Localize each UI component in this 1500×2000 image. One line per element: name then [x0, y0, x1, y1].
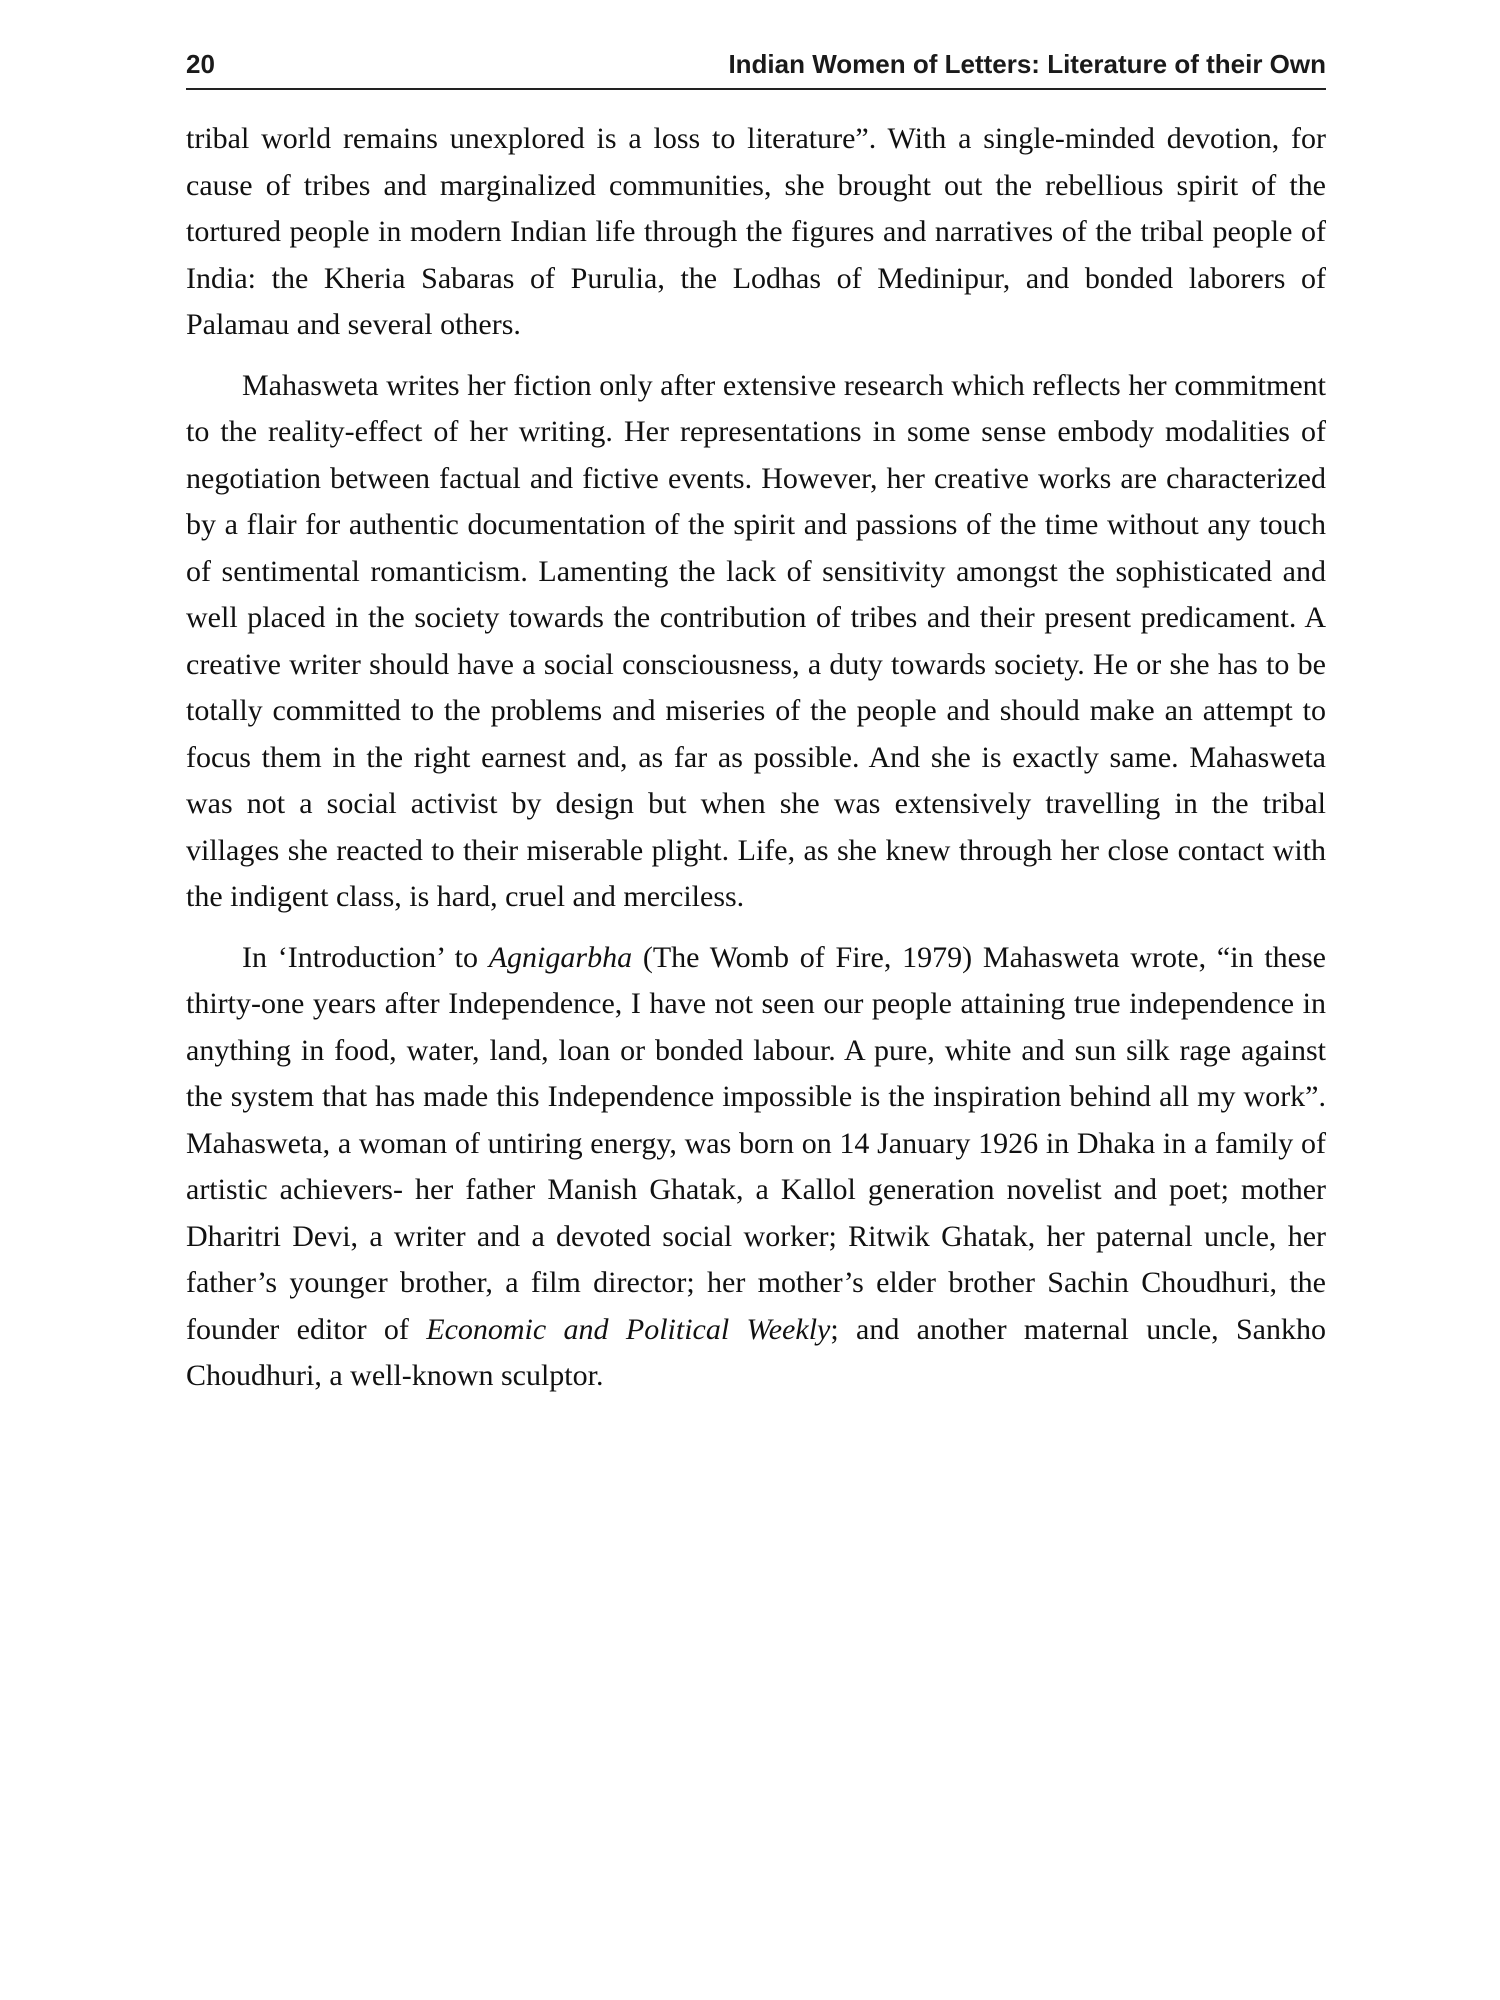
body-text: [186, 116, 1326, 1400]
paragraph-3-text-c: ; and another maternal uncle, Sankho Choudhuri, a well-known sculptor.: [186, 1312, 1326, 1392]
paragraph-3-text-b: (The Womb of Fire, 1979) Mahasweta wrote, “in these thirty-one years after Independence, I have not seen our people attaining true independence in anything in food, water, land, loan or bonded labour. A pure, white and sun silk rage against the system that has made this Independence impossible is the inspiration behind all my work”. Mahasweta, a woman of untiring energy, was born on 14 January 1926 in Dhaka in a family of artistic achievers- her father Manish Ghatak, a Kallol generation novelist and poet; mother Dharitri Devi, a writer and a devoted social worker; Ritwik Ghatak, her paternal uncle, her father’s younger brother, a film director; her mother’s elder brother Sachin Choudhuri, the founder editor of: [186, 940, 1326, 1346]
journal-title-epw: Economic and Political Weekly: [426, 1312, 831, 1346]
book-title-agnigarbha: Agnigarbha: [488, 940, 633, 974]
paragraph-2: Mahasweta writes her fiction only after extensive research which reflects her commitment to the reality-effect of her writing. Her representations in some sense embody modalities of negotiation between factual and fictive events. However, her creative works are characterized by a flair for authentic documentation of the spirit and passions of the time without any touch of sentimental romanticism. Lamenting the lack of sensitivity amongst the sophisticated and well placed in the society towards the contribution of tribes and their present predicament. A creative writer should have a social consciousness, a duty towards society. He or she has to be totally committed to the problems and miseries of the people and should make an attempt to focus them in the right earnest and, as far as possible. And she is exactly same. Mahasweta was not a social activist by design but when she was extensively travelling in the tribal villages she reacted to their miserable plight. Life, as she knew through her close contact with the indigent class, is hard, cruel and merciless.: [186, 368, 1326, 913]
page-number: 20: [186, 49, 215, 79]
paragraph-3-text-a: In ‘Introduction’ to: [242, 940, 489, 974]
paragraph-3: [186, 935, 1326, 1400]
running-header: [186, 40, 1326, 80]
header-rule: [186, 88, 1326, 90]
paragraph-1: tribal world remains unexplored is a loss to literature”. With a single-minded devotion, for cause of tribes and marginalized communities, she brought out the rebellious spirit of the tortured people in modern Indian life through the figures and narratives of the tribal people of India: the Kheria Sabaras of Purulia, the Lodhas of Medinipur, and bonded laborers of Palamau and several others.: [186, 122, 1326, 341]
running-title: Indian Women of Letters: Literature of their Own: [728, 49, 1326, 79]
